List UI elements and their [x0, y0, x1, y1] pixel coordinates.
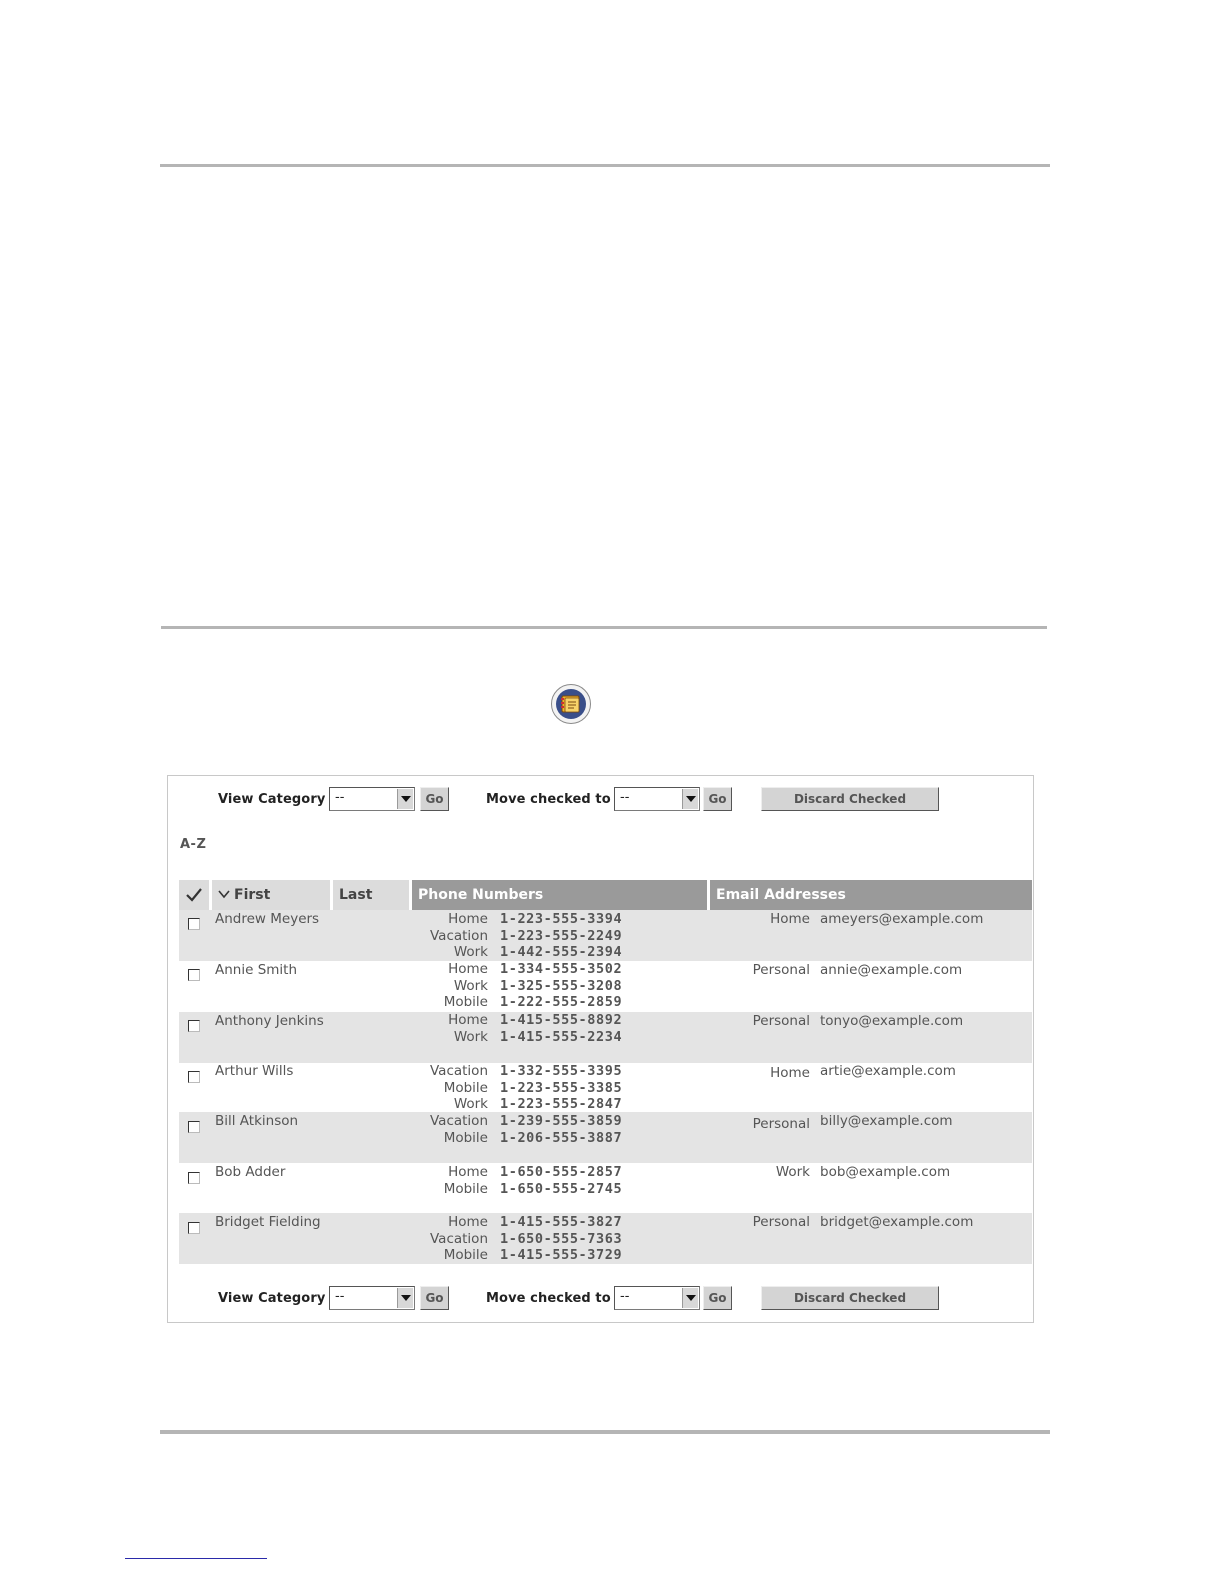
top-toolbar — [168, 786, 1033, 814]
phone-list — [412, 911, 712, 961]
phone-number: 1-239-555-3859 — [500, 1113, 623, 1129]
view-category-label: View Category — [218, 1291, 326, 1306]
contact-name[interactable]: Bill Atkinson — [215, 1113, 299, 1129]
phone-number: 1-223-555-3394 — [500, 911, 623, 927]
phone-type: Home — [448, 1214, 488, 1230]
move-checked-select[interactable] — [614, 1286, 700, 1310]
phone-number: 1-334-555-3502 — [500, 961, 623, 977]
email-address[interactable]: tonyo@example.com — [820, 1013, 964, 1029]
bottom-rule — [160, 1430, 1050, 1434]
contact-name[interactable]: Andrew Meyers — [215, 911, 320, 927]
phone-list — [412, 1113, 712, 1146]
discard-checked-button[interactable]: Discard Checked — [761, 1286, 939, 1310]
phone-list — [412, 1012, 712, 1045]
move-checked-value: -- — [620, 1289, 630, 1304]
row-checkbox[interactable] — [188, 918, 200, 930]
email-address[interactable]: bridget@example.com — [820, 1214, 974, 1230]
phone-list — [412, 1214, 712, 1264]
email-type: Personal — [752, 1116, 810, 1132]
column-header-phone: Phone Numbers — [412, 880, 707, 910]
column-header-first-label: First — [234, 887, 271, 903]
row-checkbox[interactable] — [188, 1020, 200, 1032]
phone-number: 1-415-555-3729 — [500, 1247, 623, 1263]
phone-number: 1-223-555-3385 — [500, 1079, 623, 1096]
chevron-down-icon[interactable] — [682, 1288, 698, 1308]
discard-checked-button[interactable]: Discard Checked — [761, 787, 939, 811]
phone-type: Mobile — [443, 1079, 488, 1096]
move-checked-go-button[interactable]: Go — [703, 1286, 732, 1310]
email-type: Home — [770, 1065, 810, 1081]
phone-number: 1-415-555-8892 — [500, 1012, 623, 1028]
table-row — [179, 1012, 1032, 1063]
chevron-down-icon[interactable] — [397, 1288, 413, 1308]
phone-type: Mobile — [443, 1247, 488, 1263]
address-book-panel — [167, 775, 1034, 1323]
phone-type: Home — [448, 911, 488, 927]
email-address[interactable]: annie@example.com — [820, 962, 963, 978]
checkmark-icon — [185, 887, 203, 903]
phone-type: Work — [453, 1096, 488, 1112]
move-checked-label: Move checked to — [486, 792, 611, 807]
phone-number: 1-650-555-2857 — [500, 1164, 623, 1180]
row-checkbox[interactable] — [188, 1071, 200, 1083]
table-row — [179, 1112, 1032, 1163]
phone-type: Vacation — [429, 927, 488, 944]
phone-type: Mobile — [443, 1180, 488, 1197]
row-checkbox[interactable] — [188, 1121, 200, 1133]
view-category-label: View Category — [218, 792, 326, 807]
phone-number: 1-650-555-2745 — [500, 1180, 623, 1197]
phone-list — [412, 1164, 712, 1197]
top-rule — [160, 164, 1050, 167]
view-category-value: -- — [335, 790, 345, 805]
phone-type: Home — [448, 1012, 488, 1028]
contact-name[interactable]: Arthur Wills — [215, 1063, 294, 1079]
contact-name[interactable]: Bridget Fielding — [215, 1214, 321, 1230]
middle-rule — [161, 626, 1047, 629]
table-row — [179, 1062, 1032, 1113]
phone-type: Work — [453, 977, 488, 994]
phone-type: Vacation — [429, 1063, 488, 1079]
contact-name[interactable]: Bob Adder — [215, 1164, 286, 1180]
row-checkbox[interactable] — [188, 1222, 200, 1234]
phone-type: Vacation — [429, 1230, 488, 1247]
email-address[interactable]: billy@example.com — [820, 1113, 953, 1129]
phone-type: Home — [448, 1164, 488, 1180]
view-category-go-button[interactable]: Go — [420, 1286, 449, 1310]
phone-type: Home — [448, 961, 488, 977]
table-row — [179, 1213, 1032, 1264]
email-type: Personal — [752, 962, 810, 978]
phone-type: Mobile — [443, 1129, 488, 1146]
table-row — [179, 1163, 1032, 1214]
move-checked-value: -- — [620, 790, 630, 805]
move-checked-label: Move checked to — [486, 1291, 611, 1306]
phone-number: 1-332-555-3395 — [500, 1063, 623, 1079]
contact-name[interactable]: Anthony Jenkins — [215, 1013, 324, 1029]
alphabet-index-link[interactable]: A-Z — [180, 837, 207, 852]
phone-type: Work — [453, 1028, 488, 1045]
phone-type: Mobile — [443, 994, 488, 1010]
move-checked-go-button[interactable]: Go — [703, 787, 732, 811]
view-category-value: -- — [335, 1289, 345, 1304]
email-type: Personal — [752, 1214, 810, 1230]
email-address[interactable]: bob@example.com — [820, 1164, 951, 1180]
sort-descending-icon — [218, 889, 230, 899]
phone-number: 1-650-555-7363 — [500, 1230, 623, 1247]
phone-number: 1-442-555-2394 — [500, 944, 623, 960]
email-type: Work — [775, 1164, 810, 1180]
email-address[interactable]: ameyers@example.com — [820, 911, 984, 927]
phone-number: 1-223-555-2847 — [500, 1096, 623, 1112]
chevron-down-icon[interactable] — [397, 789, 413, 809]
phone-type: Work — [453, 944, 488, 960]
view-category-go-button[interactable]: Go — [420, 787, 449, 811]
phone-number: 1-325-555-3208 — [500, 977, 623, 994]
table-header — [179, 880, 1032, 910]
phone-number: 1-415-555-2234 — [500, 1028, 623, 1045]
column-header-first[interactable] — [212, 880, 330, 910]
email-address[interactable]: artie@example.com — [820, 1063, 956, 1079]
chevron-down-icon[interactable] — [682, 789, 698, 809]
phone-list — [412, 961, 712, 1011]
table-row — [179, 910, 1032, 961]
phone-type: Vacation — [429, 1113, 488, 1129]
row-checkbox[interactable] — [188, 969, 200, 981]
row-checkbox[interactable] — [188, 1172, 200, 1184]
email-type: Home — [770, 911, 810, 927]
move-checked-select[interactable] — [614, 787, 700, 811]
column-header-email: Email Addresses — [710, 880, 1032, 910]
phone-list — [412, 1063, 712, 1113]
bottom-toolbar — [168, 1285, 1033, 1313]
view-category-select[interactable] — [329, 1286, 415, 1310]
select-all-header[interactable] — [179, 880, 209, 910]
phone-number: 1-206-555-3887 — [500, 1129, 623, 1146]
address-book-icon — [551, 684, 591, 724]
phone-number: 1-223-555-2249 — [500, 927, 623, 944]
phone-number: 1-415-555-3827 — [500, 1214, 623, 1230]
contact-name[interactable]: Annie Smith — [215, 962, 298, 978]
phone-number: 1-222-555-2859 — [500, 994, 623, 1010]
footnote-rule — [125, 1558, 267, 1559]
view-category-select[interactable] — [329, 787, 415, 811]
column-header-last[interactable]: Last — [333, 880, 409, 910]
table-row — [179, 961, 1032, 1012]
email-type: Personal — [752, 1013, 810, 1029]
